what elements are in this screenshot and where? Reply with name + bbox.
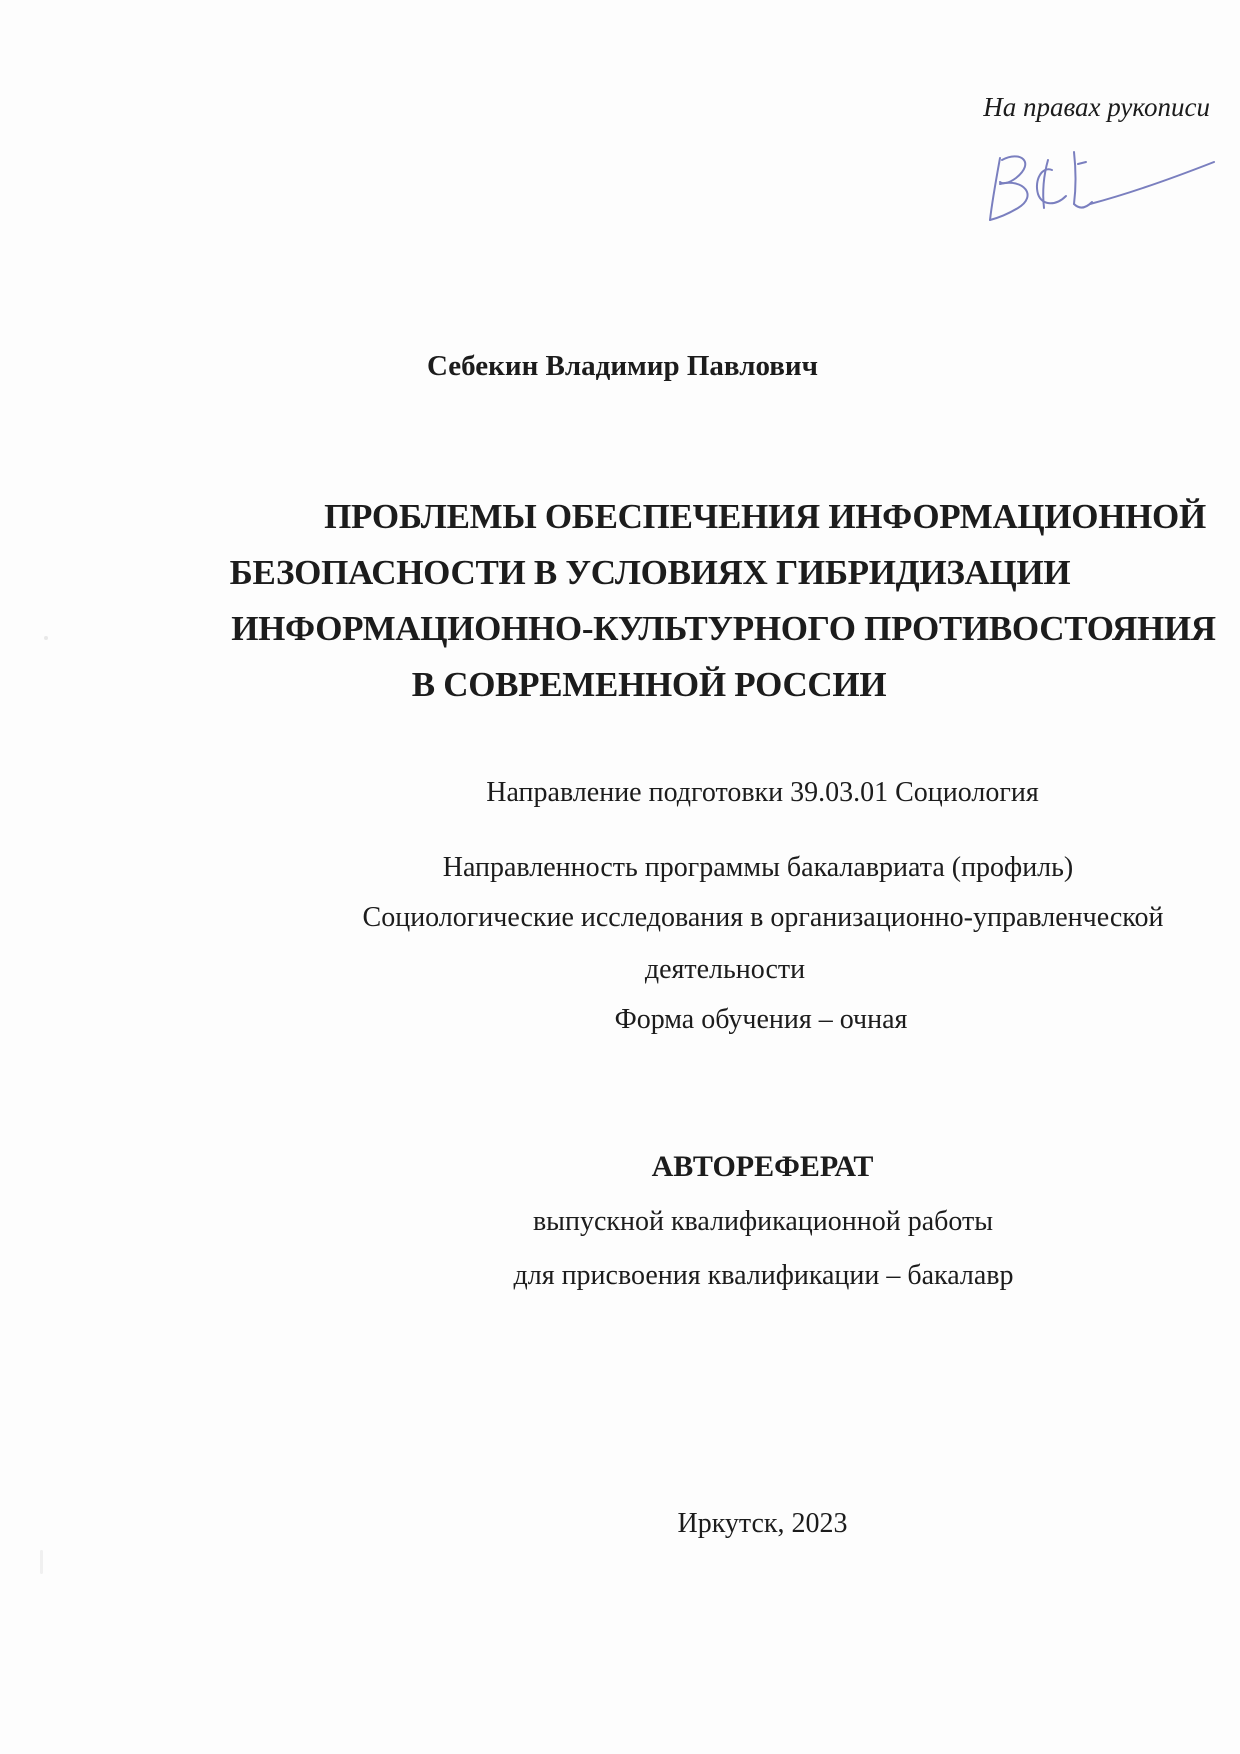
city-year: Иркутск, 2023 xyxy=(677,1508,848,1539)
work-type-heading: АВТОРЕФЕРАТ xyxy=(651,1150,874,1183)
work-description-line-2: для присвоения квалификации – бакалавр xyxy=(513,1260,1014,1291)
author-name: Себекин Владимир Павлович xyxy=(427,350,818,382)
title-line-1: ПРОБЛЕМЫ ОБЕСПЕЧЕНИЯ ИНФОРМАЦИОННОЙ xyxy=(324,497,1206,536)
program-focus-line-2: деятельности xyxy=(644,954,806,985)
scan-speck xyxy=(40,1550,43,1574)
scan-speck xyxy=(44,636,48,640)
title-line-4: В СОВРЕМЕННОЙ РОССИИ xyxy=(411,665,887,704)
handwritten-signature xyxy=(978,140,1218,230)
work-description-line-1: выпускной квалификационной работы xyxy=(532,1206,994,1237)
manuscript-note: На правах рукописи xyxy=(983,92,1210,122)
program-focus-line-1: Социологические исследования в организационно-управленческой xyxy=(362,902,1164,933)
study-direction: Направление подготовки 39.03.01 Социология xyxy=(486,777,1039,808)
title-line-3: ИНФОРМАЦИОННО-КУЛЬТУРНОГО ПРОТИВОСТОЯНИЯ xyxy=(231,609,1216,648)
title-line-2: БЕЗОПАСНОСТИ В УСЛОВИЯХ ГИБРИДИЗАЦИИ xyxy=(229,553,1071,592)
study-form: Форма обучения – очная xyxy=(614,1004,908,1035)
program-focus-label: Направленность программы бакалавриата (профиль) xyxy=(442,852,1074,883)
